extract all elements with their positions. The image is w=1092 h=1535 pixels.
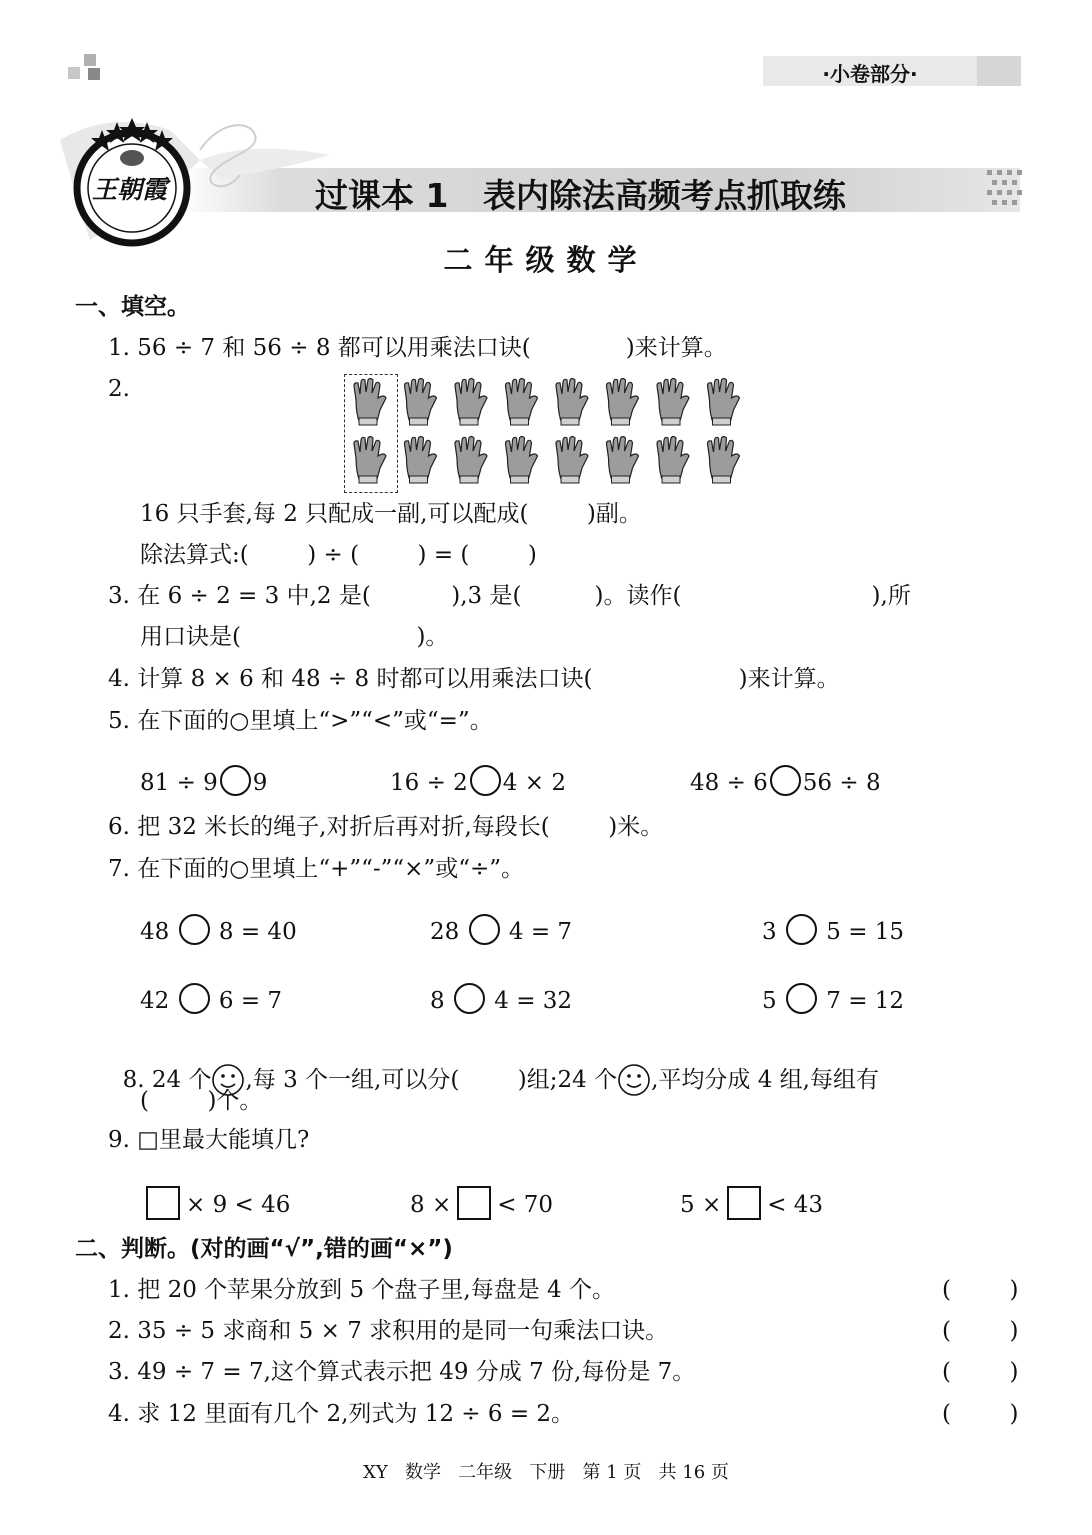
q5-right: 4 × 2: [502, 770, 566, 796]
q9-pre: 8 ×: [410, 1192, 452, 1218]
glove-icon: [455, 379, 487, 426]
q7-item: [430, 914, 572, 945]
corner-decoration: [68, 64, 80, 83]
section2-heading: 二、判断。(对的画“√”,错的画“×”): [75, 1236, 453, 1262]
q7-right: 7 = 12: [826, 988, 905, 1014]
q7-item: [762, 914, 904, 945]
q7-right: 4 = 7: [508, 919, 573, 945]
q9-item: [410, 1186, 553, 1220]
q7-item: [140, 983, 282, 1014]
question-2-line1: 16 只手套,每 2 只配成一副,可以配成( )副。: [140, 501, 642, 527]
q5-item: [690, 765, 881, 796]
question-4: 4. 计算 8 × 6 和 48 ÷ 8 时都可以用乘法口诀( )来计算。: [108, 666, 840, 692]
compare-circle[interactable]: [220, 765, 251, 796]
question-3-line1: 3. 在 6 ÷ 2 = 3 中,2 是( ),3 是( )。读作( ),所: [108, 583, 911, 609]
q7-right: 5 = 15: [826, 919, 905, 945]
glove-icon: [657, 379, 689, 426]
q7-left: 3: [762, 919, 777, 945]
logo-text: 王朝霞: [92, 175, 168, 204]
q8-part: 8. 24 个: [122, 1067, 212, 1093]
section1-heading: 一、填空。: [75, 294, 190, 320]
q7-left: 28: [430, 919, 460, 945]
question-6: 6. 把 32 米长的绳子,对折后再对折,每段长( )米。: [108, 814, 664, 840]
q5-left: 16 ÷ 2: [390, 770, 468, 796]
operator-circle[interactable]: [469, 914, 500, 945]
q7-item: [762, 983, 904, 1014]
judge-answer-blank[interactable]: ( ): [942, 1277, 1019, 1303]
q9-post: < 43: [767, 1192, 824, 1218]
q9-post: < 70: [497, 1192, 554, 1218]
q9-item: [680, 1186, 823, 1220]
q7-right: 6 = 7: [218, 988, 283, 1014]
q7-left: 48: [140, 919, 170, 945]
banner-dot-pattern: [985, 166, 1025, 214]
glove-icon: [405, 379, 437, 426]
q5-right: 56 ÷ 8: [802, 770, 881, 796]
glove-icon: [455, 437, 487, 484]
question-2-number: 2.: [108, 376, 130, 402]
q7-right: 4 = 32: [494, 988, 573, 1014]
q7-item: [140, 914, 297, 945]
judge-item: 4. 求 12 里面有几个 2,列式为 12 ÷ 6 = 2。: [108, 1401, 575, 1427]
operator-circle[interactable]: [786, 914, 817, 945]
page-footer: XY 数学 二年级 下册 第 1 页 共 16 页: [363, 1462, 729, 1483]
question-8-line2: ( )个。: [140, 1088, 263, 1114]
answer-box[interactable]: [727, 1186, 761, 1220]
compare-circle[interactable]: [770, 765, 801, 796]
judge-answer-blank[interactable]: ( ): [942, 1318, 1019, 1344]
glove-icon: [708, 437, 740, 484]
judge-item: 1. 把 20 个苹果分放到 5 个盘子里,每盘是 4 个。: [108, 1277, 615, 1303]
q7-left: 5: [762, 988, 777, 1014]
q7-right: 8 = 40: [218, 919, 297, 945]
glove-icon: [506, 379, 538, 426]
q8-part: ,平均分成 4 组,每组有: [651, 1067, 879, 1093]
q9-item: [140, 1186, 290, 1220]
judge-item: 3. 49 ÷ 7 = 7,这个算式表示把 49 分成 7 份,每份是 7。: [108, 1359, 696, 1385]
operator-circle[interactable]: [786, 983, 817, 1014]
section-tag: ·小卷部分·: [822, 62, 918, 86]
q5-item: [140, 765, 267, 796]
q7-left: 8: [430, 988, 445, 1014]
question-2-line2: 除法算式:( ) ÷ ( ) = ( ): [140, 542, 537, 568]
question-7: 7. 在下面的○里填上“+”“-”“×”或“÷”。: [108, 856, 524, 882]
operator-circle[interactable]: [454, 983, 485, 1014]
grade-subtitle: 二年级数学: [443, 243, 649, 277]
glove-icon: [556, 437, 588, 484]
judge-item: 2. 35 ÷ 5 求商和 5 × 7 求积用的是同一句乘法口诀。: [108, 1318, 669, 1344]
question-1: 1. 56 ÷ 7 和 56 ÷ 8 都可以用乘法口诀( )来计算。: [108, 335, 727, 361]
judge-answer-blank[interactable]: ( ): [942, 1359, 1019, 1385]
glove-icon: [607, 379, 639, 426]
q9-pre: 5 ×: [680, 1192, 722, 1218]
glove-pair-dashed-box: [344, 374, 398, 493]
smiley-face-icon: [617, 1063, 651, 1097]
page-title: 过课本 1 表内除法高频考点抓取练: [315, 176, 846, 215]
glove-icon: [506, 437, 538, 484]
q9-post: × 9 < 46: [186, 1192, 291, 1218]
answer-box[interactable]: [146, 1186, 180, 1220]
judge-answer-blank[interactable]: ( ): [942, 1401, 1019, 1427]
answer-box[interactable]: [457, 1186, 491, 1220]
glove-icon: [607, 437, 639, 484]
question-5: 5. 在下面的○里填上“>”“<”或“=”。: [108, 708, 493, 734]
q7-item: [430, 983, 572, 1014]
question-3-line2: 用口诀是( )。: [140, 624, 449, 650]
glove-icon: [657, 437, 689, 484]
operator-circle[interactable]: [179, 983, 210, 1014]
operator-circle[interactable]: [179, 914, 210, 945]
q5-left: 48 ÷ 6: [690, 770, 768, 796]
q7-left: 42: [140, 988, 170, 1014]
q5-right: 9: [252, 770, 268, 796]
glove-icon: [405, 437, 437, 484]
gloves-illustration: [340, 370, 750, 496]
q8-part: ,每 3 个一组,可以分( )组;24 个: [245, 1067, 618, 1093]
compare-circle[interactable]: [470, 765, 501, 796]
question-9: 9. □里最大能填几?: [108, 1127, 310, 1153]
q5-item: [390, 765, 566, 796]
glove-icon: [708, 379, 740, 426]
glove-icon: [556, 379, 588, 426]
q5-left: 81 ÷ 9: [140, 770, 218, 796]
